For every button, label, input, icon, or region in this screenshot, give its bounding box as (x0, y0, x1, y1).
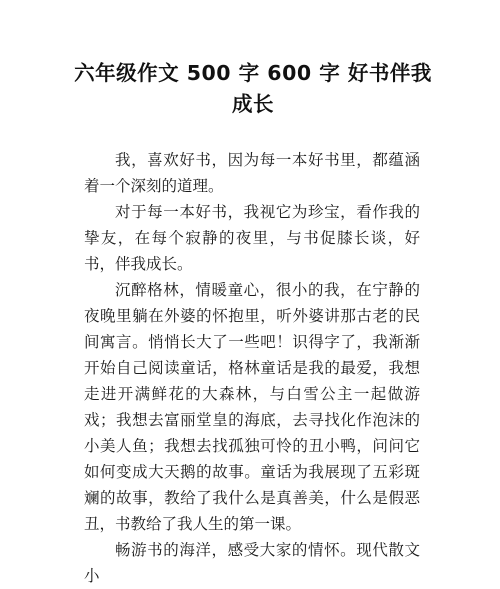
paragraph-3: 沉醉格林，情暖童心，很小的我，在宁静的夜晚里躺在外婆的怀抱里，听外婆讲那古老的民间寓言。悄悄长大了一些吧！识得字了，我渐渐开始自己阅读童话，格林童话是我的最爱，我想走进开满鲜花的大森林，与白雪公主一起做游戏；我想去富丽堂皇的海底，去寻找化作泡沫的小美人鱼；我想去找孤独可怜的丑小鸭，问问它如何变成大天鹅的故事。童话为我展现了五彩斑斓的故事，教给了我什么是真善美，什么是假恶丑，书教给了我人生的第一课。 (84, 281, 420, 533)
document-body (84, 147, 420, 589)
paragraph-1: 我，喜欢好书，因为每一本好书里，都蕴涵着一个深刻的道理。 (84, 151, 420, 195)
paragraph-4: 畅游书的海洋，感受大家的情怀。现代散文小 (84, 541, 420, 585)
paragraph-2: 对于每一本好书，我视它为珍宝，看作我的挚友，在每个寂静的夜里，与书促膝长谈，好书，伴我成长。 (84, 203, 420, 273)
document-title: 六年级作文 500 字 600 字 好书伴我成长 (74, 61, 432, 116)
